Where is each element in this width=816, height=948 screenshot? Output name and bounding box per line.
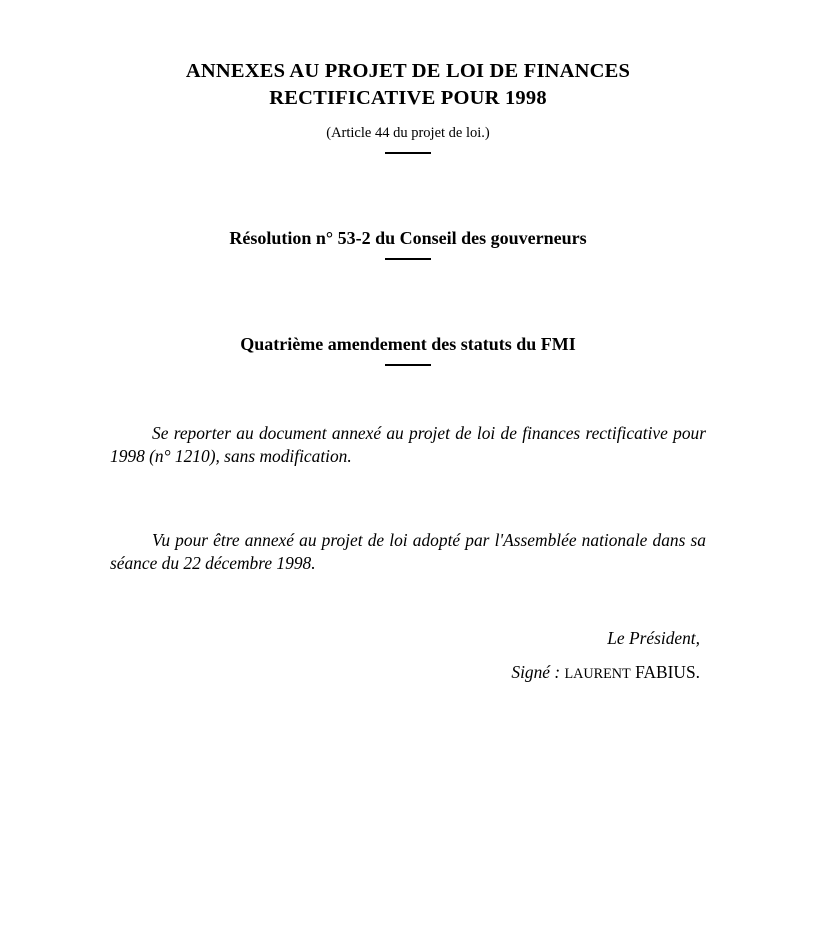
- signature-block: [110, 622, 706, 688]
- signature-first-name: LAURENT: [564, 665, 631, 682]
- signature-last-name: FABIUS.: [635, 661, 700, 682]
- heading-resolution: Résolution n° 53-2 du Conseil des gouverneurs: [229, 227, 587, 248]
- page-title-line-1: ANNEXES AU PROJET DE LOI DE FINANCES: [185, 60, 631, 82]
- article-note: (Article 44 du projet de loi.): [326, 125, 490, 142]
- divider-rule-3: [385, 364, 431, 366]
- page-title: [110, 58, 706, 112]
- signature-role: Le Président,: [607, 628, 700, 649]
- divider-rule-1: [385, 152, 431, 154]
- paragraph-attestation: Vu pour être annexé au projet de loi adopté par l'Assemblée nationale dans sa séance du 22 décembre 1998.: [110, 530, 706, 573]
- page-title-line-2: RECTIFICATIVE POUR 1998: [269, 87, 547, 110]
- signature-signed-label: Signé :: [511, 661, 561, 682]
- signature-name-line: [110, 656, 700, 689]
- title-block: [110, 0, 706, 154]
- divider-rule-2: [385, 258, 431, 260]
- paragraph-reference: Se reporter au document annexé au projet de loi de finances rectificative pour 1998 (n° 1210), sans modification.: [110, 422, 706, 466]
- heading-amendment: Quatrième amendement des statuts du FMI: [240, 333, 576, 354]
